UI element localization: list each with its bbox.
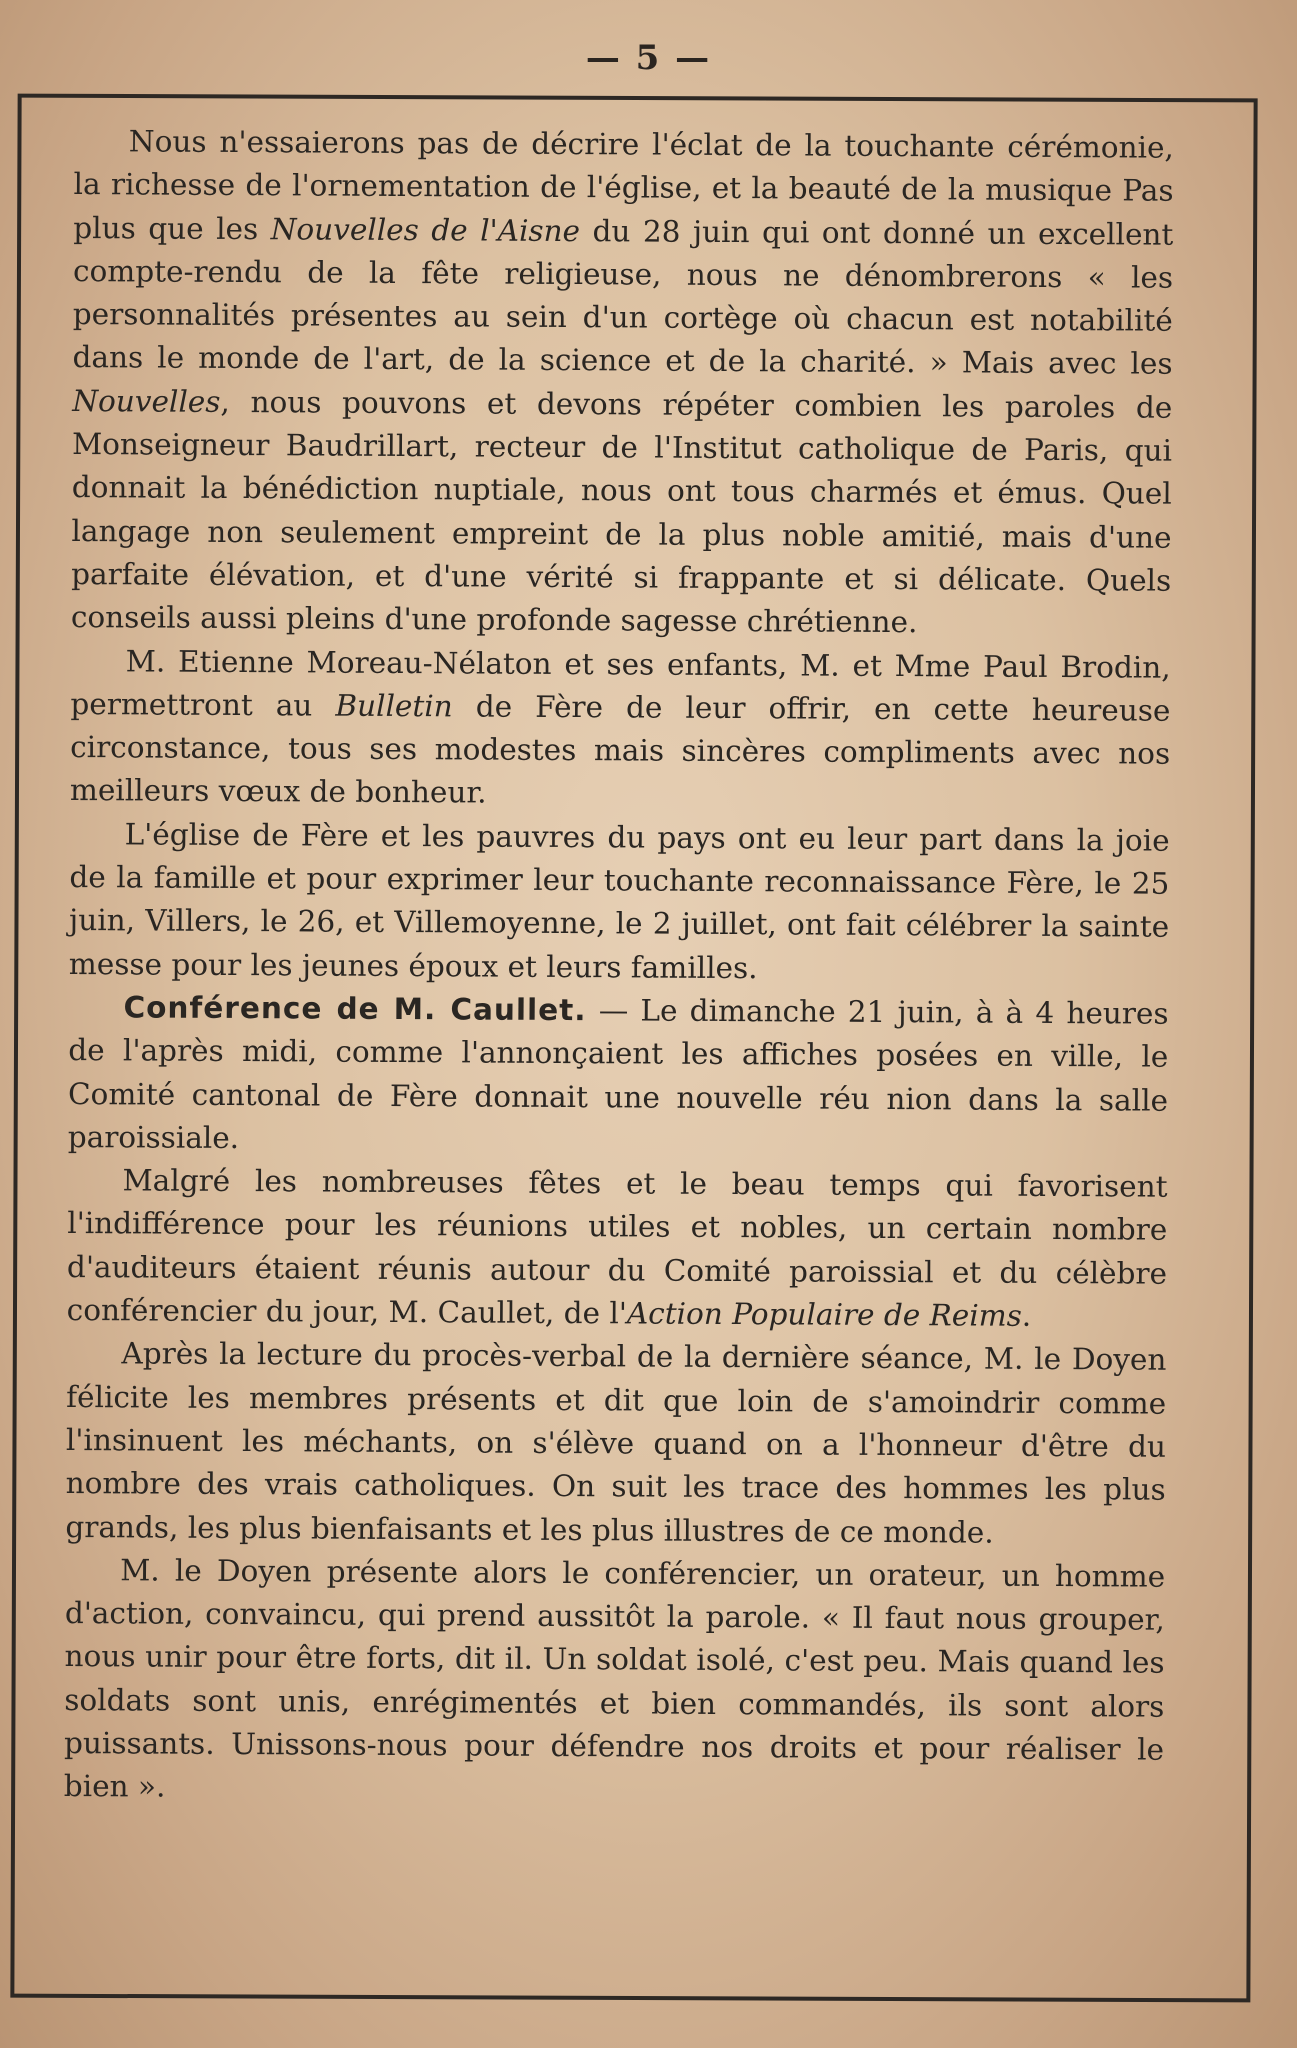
- article-body: [64, 120, 1174, 1815]
- paragraph-masses: L'église de Fère et les pauvres du pays ont eu leur part dans la joie de la famille et pour exprimer leur touchante reconnaissance Fère, le 25 juin, Villers, le 26, et Villemoyenne, le 2 juillet, ont fait célébrer la sainte messe pour les jeunes époux et leurs familles.: [68, 817, 1170, 985]
- paragraph-speech: M. le Doyen présente alors le conférencier, un orateur, un homme d'action, convaincu, qui prend aussitôt la parole. « Il faut nous grouper, nous unir pour être forts, dit il. Un soldat isolé, c'est peu. Mais quand les soldats sont unis, enrégimentés et bien commandés, ils sont alors puissants. Unissons-nous pour défendre nos droits et pour réaliser le bien ».: [63, 1553, 1166, 1804]
- paragraph-minutes: Après la lecture du procès-verbal de la dernière séance, M. le Doyen félicite les membres présents et dit que loin de s'amoindrir comme l'insinuent les méchants, on s'élève quand on a l'honneur d'être du nombre des vrais catholiques. On suit les trace des hommes les plus grands, les plus bienfaisants et les plus illustres de ce monde.: [65, 1336, 1167, 1550]
- paragraph-ceremony: Nous n'essaierons pas de décrire l'éclat de la touchante cérémonie, la richesse de l'ornementation de l'église, et la beauté de la musique Pas plus que les Nouvelles de l'Aisne du 28 juin qui ont donné un excellent compte-rendu de la fête religieuse, nous ne dénombrerons « les personnalités présentes au sein d'un cortège où chacun est notabilité dans le monde de l'art, de la science et de la charité. » Mais avec les Nouvelles, nous pouvons et devons répéter combien les paroles de Monseigneur Baudrillart, recteur de l'Institut catholique de Paris, qui donnait la bénédiction nuptiale, nous ont tous charmés et émus. Quel langage non seulement empreint de la plus noble amitié, mais d'une parfaite élévation, et d'une vérité si frappante et si délicate. Quels conseils aussi pleins d'une profonde sagesse chrétienne.: [70, 124, 1174, 640]
- section-heading: Conférence de M. Caullet.: [123, 990, 587, 1028]
- paragraph-conference: Conférence de M. Caullet. — Le dimanche 21 juin, à à 4 heures de l'après midi, comme l'annonçaient les affiches posées en ville, le Comité cantonal de Fère donnait une nouvelle réu nion dans la salle paroissiale.: [67, 990, 1169, 1155]
- paragraph-audience: Malgré les nombreuses fêtes et le beau temps qui favorisent l'indifférence pour les réunions utiles et nobles, un certain nombre d'auditeurs étaient réunis autour du Comité paroissial et du célèbre conférencier du jour, M. Caullet, de l'Action Populaire de Reims.: [66, 1163, 1168, 1333]
- page-number: — 5 —: [585, 38, 712, 78]
- paragraph-congratulations: M. Etienne Moreau-Nélaton et ses enfants, M. et Mme Paul Brodin, permettront au Bulletin de Fère de leur offrir, en cette heureuse circonstance, tous ses modestes mais sincères compliments avec nos meilleurs vœux de bonheur.: [69, 643, 1171, 810]
